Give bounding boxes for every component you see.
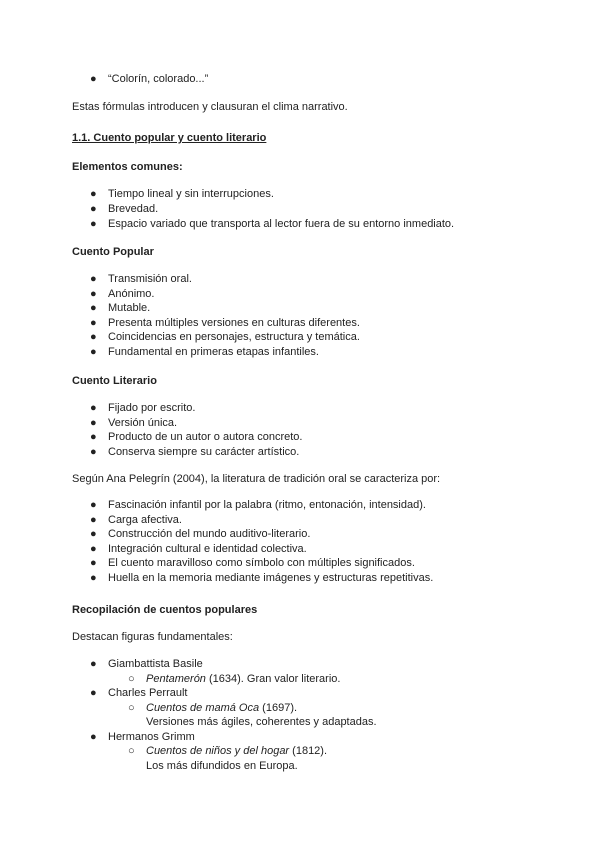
bullet-icon: ● <box>90 446 97 458</box>
bullet-icon: ● <box>90 288 97 300</box>
bullet-icon: ● <box>90 331 97 343</box>
bullet-icon: ● <box>90 687 97 699</box>
author-name: Giambattista Basile <box>108 658 203 670</box>
bullet-icon: ● <box>90 346 97 358</box>
list-item <box>90 301 150 315</box>
paragraph-pelegrin: Según Ana Pelegrín (2004), la literatura de tradición oral se caracteriza por: <box>72 473 441 485</box>
list-item-text: “Colorín, colorado...” <box>108 73 209 85</box>
list-item <box>90 401 195 415</box>
list-item-text: Carga afectiva. <box>108 514 182 526</box>
work-note: Los más difundidos en Europa. <box>146 760 298 772</box>
sub-list-item <box>128 744 327 758</box>
bullet-icon: ● <box>90 431 97 443</box>
list-item <box>90 416 177 430</box>
bullet-icon: ● <box>90 499 97 511</box>
bullet-icon: ● <box>90 188 97 200</box>
list-item-text: Coincidencias en personajes, estructura y temática. <box>108 331 360 343</box>
list-item <box>90 527 310 541</box>
list-item <box>90 571 433 585</box>
list-item <box>90 513 182 527</box>
list-item-text: Huella en la memoria mediante imágenes y estructuras repetitivas. <box>108 572 434 584</box>
list-item-text: Espacio variado que transporta al lector fuera de su entorno inmediato. <box>108 218 455 230</box>
bullet-icon: ● <box>90 557 97 569</box>
sub-list-item <box>128 672 340 686</box>
list-item-text: Fascinación infantil por la palabra (ritmo, entonación, intensidad). <box>108 499 426 511</box>
list-item-text: Transmisión oral. <box>108 273 192 285</box>
list-item-text: Construcción del mundo auditivo-literario. <box>108 528 311 540</box>
list-item <box>90 686 187 700</box>
list-item-text: Versión única. <box>108 417 178 429</box>
author-name: Charles Perrault <box>108 687 188 699</box>
subheading-cuento-literario: Cuento Literario <box>72 375 157 387</box>
list-item <box>90 730 195 744</box>
sub-list-item <box>128 701 297 715</box>
list-item-text: Tiempo lineal y sin interrupciones. <box>108 188 274 200</box>
list-item <box>90 72 208 86</box>
bullet-icon: ● <box>90 514 97 526</box>
bullet-icon: ● <box>90 302 97 314</box>
section-title: 1.1. Cuento popular y cuento literario <box>72 132 267 144</box>
list-item-text: El cuento maravilloso como símbolo con múltiples significados. <box>108 557 415 569</box>
list-item-text: Anónimo. <box>108 288 155 300</box>
list-item <box>90 316 360 330</box>
circle-bullet-icon: ○ <box>128 673 135 685</box>
list-item <box>90 445 299 459</box>
list-item-text: Fijado por escrito. <box>108 402 196 414</box>
list-item <box>90 187 274 201</box>
subheading-cuento-popular: Cuento Popular <box>72 246 154 258</box>
list-item-text: Brevedad. <box>108 203 159 215</box>
work-title: Pentamerón <box>146 673 206 685</box>
list-item-text: Fundamental en primeras etapas infantiles. <box>108 346 319 358</box>
list-item <box>90 556 415 570</box>
list-item <box>90 217 454 231</box>
bullet-icon: ● <box>90 731 97 743</box>
work-detail: (1697). <box>259 702 298 714</box>
circle-bullet-icon: ○ <box>128 745 135 757</box>
author-name: Hermanos Grimm <box>108 731 195 743</box>
circle-bullet-icon: ○ <box>128 702 135 714</box>
list-item-text: Presenta múltiples versiones en culturas diferentes. <box>108 317 360 329</box>
bullet-icon: ● <box>90 73 97 85</box>
work-detail: (1812). <box>289 745 328 757</box>
list-item <box>90 287 154 301</box>
bullet-icon: ● <box>90 528 97 540</box>
list-item-text: Conserva siempre su carácter artístico. <box>108 446 300 458</box>
bullet-icon: ● <box>90 402 97 414</box>
list-item-text: Integración cultural e identidad colectiva. <box>108 543 307 555</box>
bullet-icon: ● <box>90 658 97 670</box>
list-item <box>90 657 203 671</box>
subheading-recopilacion: Recopilación de cuentos populares <box>72 604 258 616</box>
bullet-icon: ● <box>90 543 97 555</box>
bullet-icon: ● <box>90 572 97 584</box>
bullet-icon: ● <box>90 218 97 230</box>
list-item <box>90 345 319 359</box>
list-item-text: Mutable. <box>108 302 151 314</box>
work-title: Cuentos de niños y del hogar <box>146 745 290 757</box>
list-item <box>90 542 307 556</box>
bullet-icon: ● <box>90 417 97 429</box>
paragraph: Destacan figuras fundamentales: <box>72 631 233 643</box>
list-item <box>90 330 360 344</box>
work-note: Versiones más ágiles, coherentes y adaptadas. <box>146 716 377 728</box>
list-item <box>90 430 302 444</box>
bullet-icon: ● <box>90 317 97 329</box>
bullet-icon: ● <box>90 203 97 215</box>
paragraph: Estas fórmulas introducen y clausuran el clima narrativo. <box>72 101 348 113</box>
subheading-elementos-comunes: Elementos comunes: <box>72 161 183 173</box>
list-item <box>90 498 426 512</box>
bullet-icon: ● <box>90 273 97 285</box>
list-item <box>90 202 158 216</box>
list-item <box>90 272 192 286</box>
work-detail: (1634). Gran valor literario. <box>205 673 341 685</box>
list-item-text: Producto de un autor o autora concreto. <box>108 431 303 443</box>
work-title: Cuentos de mamá Oca <box>146 702 260 714</box>
